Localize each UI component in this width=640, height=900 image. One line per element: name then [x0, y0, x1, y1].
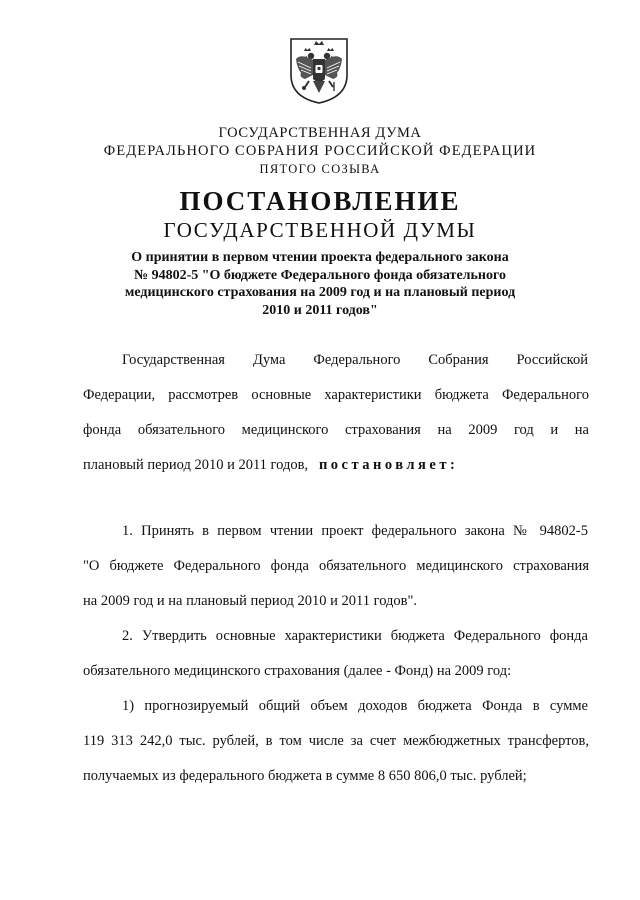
- item-2-line: обязательного медицинского страхования (далее - Фонд) на 2009 год:: [83, 663, 512, 679]
- item-1-line: 1. Принять в первом чтении проект федерального закона № 94802-5: [122, 523, 588, 539]
- resolves-word: постановляет:: [318, 457, 459, 473]
- item-2-line: 2. Утвердить основные характеристики бюджета Федерального фонда: [122, 628, 588, 644]
- preamble-line-text: плановый период 2010 и 2011 годов,: [83, 457, 309, 473]
- item-1-line: на 2009 год и на плановый период 2010 и 2011 годов".: [83, 593, 418, 609]
- convocation-line: ПЯТОГО СОЗЫВА: [259, 162, 381, 176]
- issuer-line-1: ГОСУДАРСТВЕННАЯ ДУМА: [218, 125, 422, 141]
- issuer-line-2: ФЕДЕРАЛЬНОГО СОБРАНИЯ РОССИЙСКОЙ ФЕДЕРАЦИИ: [103, 143, 537, 159]
- document-subject: [110, 249, 530, 319]
- preamble-line: фонда обязательного медицинского страхования на 2009 год и на: [83, 422, 589, 438]
- item-2-1-line: получаемых из федерального бюджета в сумме 8 650 806,0 тыс. рублей;: [83, 768, 527, 784]
- item-1-line: "О бюджете Федерального фонда обязательного медицинского страхования: [83, 558, 589, 574]
- preamble-line: Государственная Дума Федерального Собрания Российской: [122, 352, 588, 368]
- subject-line: 2010 и 2011 годов": [262, 302, 378, 318]
- subject-line: медицинского страхования на 2009 год и на плановый период: [124, 285, 516, 300]
- russian-coat-of-arms-icon: [287, 35, 351, 105]
- document-type-title: ПОСТАНОВЛЕНИЕ: [179, 186, 461, 216]
- subject-line: О принятии в первом чтении проекта федерального закона: [131, 250, 509, 265]
- preamble-line: Федерации, рассмотрев основные характеристики бюджета Федерального: [83, 387, 589, 403]
- item-2-1-line: 1) прогнозируемый общий объем доходов бюджета Фонда в сумме: [122, 698, 588, 714]
- preamble-line: [83, 457, 589, 474]
- document-organ-title: ГОСУДАРСТВЕННОЙ ДУМЫ: [163, 218, 477, 242]
- item-2-1-line: 119 313 242,0 тыс. рублей, в том числе за счет межбюджетных трансфертов,: [83, 733, 589, 749]
- subject-line: № 94802-5 "О бюджете Федерального фонда обязательного: [134, 267, 506, 283]
